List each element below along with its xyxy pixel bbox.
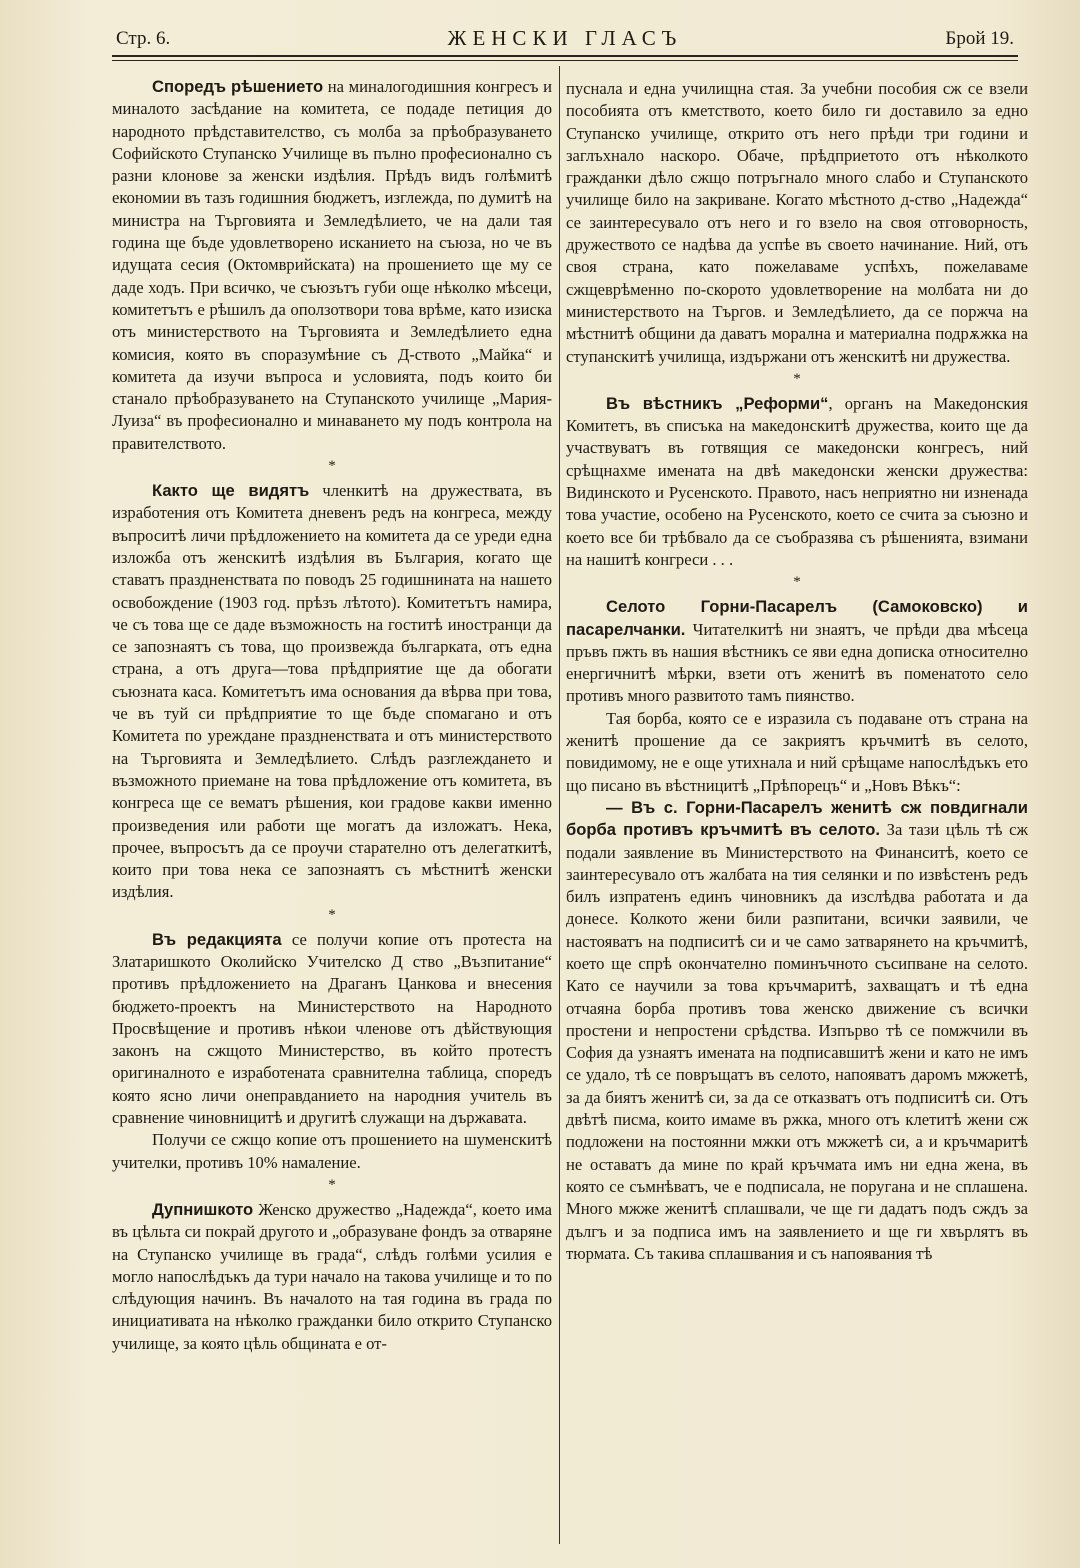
article-exhibition [112,480,552,904]
separator-star: * [328,1176,336,1193]
article-lead: Въ редакцията [152,929,282,949]
right-column [566,78,1028,1265]
article-body: , органъ на Македонския Комитетъ, въ списъка на македонскитѣ дружества, които ще да участвуватъ въ готвящия се македонски конгресъ, ний срѣщнахме имената на двѣ македонски женски дружества: Видинското и Русенското. Правото, насъ неприятно ни изненада това участие, особено на Русенското, което се счита за съюзно и което все би трѣбвало да се съобразява съ рѣшенията, взимани на нашитѣ конгреси . . . [566,393,1028,569]
article-lead: Както ще видятъ [152,481,310,501]
page-header [112,26,1018,52]
article-pasarel-p2: Тая борба, която се е изразила съ подаване отъ страна на женитѣ прошение да се закриятъ кръчмитѣ въ селото, повидимому, не е още утихнала и ний срѣщаме напослѣдъкъ ето що писано въ вѣстницитѣ „Прѣпорецъ“ и „Новъ Вѣкъ“: [566,708,1028,795]
left-column [112,76,552,1355]
issue-number: Брой 19. [945,28,1014,49]
newspaper-title: ЖЕНСКИ ГЛАСЪ [447,26,683,50]
article-pasarel [566,596,1028,707]
article-dupnitsa [112,1199,552,1355]
article-body: на миналогодишния конгресъ и миналото засѣдание на комитета, се подаде петиция до народното прѣдставителство, съ молба за прѣобразуването Софийското Ступанско Училище въ пълно професионално съ разни клонове за женски издѣлия. Прѣдъ видъ голѣмитѣ економии въ тазъ годишния бюджетъ, изглежда, по думитѣ на министра на Търговията и Земледѣлието, че на дали тая година ще бъде удовлетворено исканието на съюза, но че въ идущата сесия (Октомврийската) на прошението ще му се даде ходъ. При всичко, че съюзътъ губи още нѣколко мѣсеци, комитетътъ е рѣшилъ да оползотвори това врѣме, като изиска отъ министерството на Търговията и Земледѣлието една комисия, която въ споразумѣние съ Д-ството „Майка“ и комитета да изучи въпроса и условията, подъ които би станало прѣобразуването на Ступанското училище „Мария-Луиза“ въ професионално и минаването му подъ контрола на правителството. [112,77,552,453]
article-body: Женско дружество „Надежда“, което има въ цѣльта си покрай другото и „образуване фондъ за отваряне на Ступанско училище въ града“, слѣдъ голѣми усилия е могло напослѣдъкъ да тури начало на такова училище и то по слѣдующия начинъ. Въ началото на тая година въ града по инициативата на нѣколко гражданки било открито Ступанско училище, за която цѣль общината е от- [112,1199,552,1353]
separator-star: * [793,370,801,387]
separator-star: * [793,574,801,591]
header-rule [112,55,1018,57]
article-headline: Селото Горни-Пасарелъ (Самоковско) и пасарелчанки. [566,597,1028,639]
article-continuation: пуснала и една училищна стая. За учебни пособия сж се взели пособията отъ кметството, което било ги доставило за едно Ступанско училище, открито отъ него прѣди три години и заглъхнало наскоро. Обаче, прѣдприетото отъ нѣколкото гражданки дѣло сжщо потръгнало много слабо и Ступанското училище било на закриване. Когато мѣстното д-ство „Надежда“ се заинтересувало отъ него и го взело на своя отговорность, дружеството се надѣва да успѣе въ своето начинание. Ний, отъ своя страна, като пожелаваме успѣхъ, пожелаваме сжщеврѣменно по-скорото удовлетворение на молбата ни до министерството на Търгов. и Земледѣлието, да се поржча на мѣстнитѣ общини да даватъ морална и материална подрѫжка на ступанскитѣ училища, издържани отъ женскитѣ ни дружества. [566,79,1028,366]
column-divider [559,66,560,1544]
article-body: Читателкитѣ ни знаятъ, че прѣди два мѣсеца пръвъ пжть въ нашия вѣстникъ се яви една дописка относително енергичнитѣ мѣрки, взети отъ женитѣ въ поменатото село противъ много развитото тамъ пиянство. [566,619,1028,706]
article-editorial-extra: Получи се сжщо копие отъ прошението на шуменскитѣ учителки, противъ 10% намаление. [112,1130,552,1172]
article-reformi [566,393,1028,571]
article-lead: Дупнишкото [152,1199,254,1219]
page-number: Стр. 6. [116,28,171,49]
article-body: членкитѣ на дружествата, въ изработения отъ Комитета дневенъ редъ на конгреса, между въпроситѣ личи прѣдложението на комитета да се уреди една изложба отъ женскитѣ издѣлия въ България, когато ще ставатъ праздненствата по поводъ 25 годишнината на нашето освобождение (1903 год. прѣзъ лѣтото). Комитетътъ намира, че съ това ще се даде възможность на гоститѣ иностранци да се запознаятъ съ това, що произвежда българката, отъ една страна, а отъ друга—това прѣдприятие ще да обогати съюзната каса. Комитетътъ има основания да вѣрва при това, че въ туй си прѣдприятие то ще бъде спомагано и отъ Комитета по уреждане праздненствата и отъ министерството на Търговията и Земледѣлието. Слѣдъ разглеждането и възможното приемане на това прѣдложение отъ комитета, въ конгреса ще се вематъ рѣшения, кои градове какви именно произведения или работи ще могатъ да изложатъ. Нека, прочее, въпросътъ да се проучи старателно отъ делегаткитѣ, които при това нека се запознаятъ съ мѣстнитѣ женски издѣлия. [112,481,552,902]
article-body: се получи копие отъ протеста на Златаришкото Околийско Учителско Д ство „Възпитание“ противъ прѣдложението на Драганъ Цанкова и внесения бюджето-проектъ на Министерството на Народното Просвѣщение и противъ нѣкои членове отъ дѣйствующия законъ на сжщото Министерство, въ който протестъ оригиналното е изработената сравнителна таблица, споредъ която ясно личи онеправданието на народния учитель въ сравнение чиновницитѣ и другитѣ служащи на държавата. [112,929,553,1128]
article-decision [112,76,552,455]
header-rule-thin [112,60,1018,61]
quote-lead: — Въ с. Горни-Пасарелъ женитѣ сж повдигнали борба противъ кръчмитѣ въ селото. [566,797,1028,840]
quote-body: За тази цѣль тѣ сж подали заявление въ Министерството на Финанситѣ, което се заинтересувало отъ жалбата на тия селянки и по извѣстенъ редъ билъ изпратенъ единъ чиновникъ да изслѣдва работата и да донесе. Колкото жени били разпитани, всички заявили, че настояватъ на подписитѣ си и че само затварянето на кръчмитѣ, което ще спрѣ окончателно поминъчното съсипване на селото. Като се научили за това кръчмаритѣ, захващатъ и тѣ една отчаяна борба противъ това женско движение съ всички простени и непростени срѣдства. Изпърво тѣ се помжчили въ София да узнаятъ имената на подписавшитѣ жени и като не имъ се удало, тѣ се повръщатъ въ селото, напояватъ даромъ мжжетѣ, за да биятъ женитѣ си, за да се отказватъ отъ подписитѣ си. Отъ двѣтѣ писма, които имаме въ ржка, много отъ клетитѣ жени сж подложени на постоянни мжки отъ мжжетѣ си, а и кръчмаритѣ не оставатъ да мине по край кръчмата имъ ни една жена, въ която се съмнѣватъ, че е подписала, не поругана и не сплашена. Много мжже женитѣ сплашвали, че ще ги дадатъ подъ сждъ за дългъ и за подписа имъ на заявлението и ще ги хвърлятъ въ тюрмата. Съ такива сплашвания и съ напоявания тѣ [566,820,1028,1263]
article-pasarel-quote [566,797,1028,1265]
article-editorial [112,929,552,1130]
article-lead: Въ вѣстникъ „Реформи“ [606,393,829,413]
article-lead: Споредъ рѣшението [152,77,324,96]
separator-star: * [328,458,336,475]
separator-star: * [328,906,336,923]
